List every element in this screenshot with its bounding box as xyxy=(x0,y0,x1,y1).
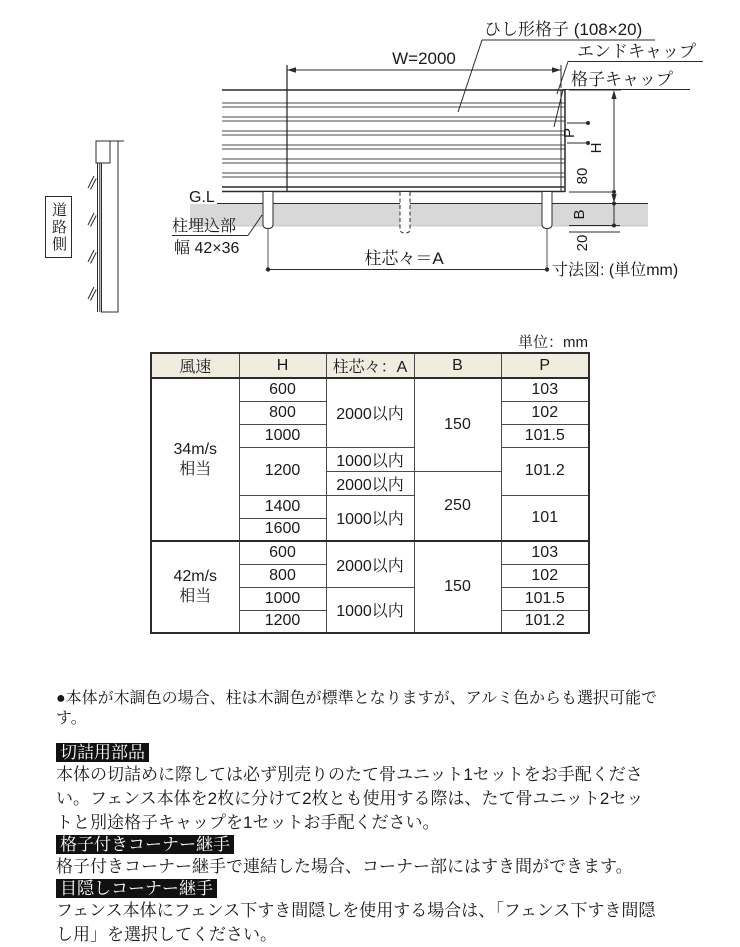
note-badge: 切詰用部品 xyxy=(56,743,149,762)
cell-p: 103 xyxy=(501,541,589,564)
spec-table xyxy=(150,352,590,634)
col-header-b: B xyxy=(414,353,501,378)
post-left xyxy=(263,192,273,229)
louver-slat-marks xyxy=(88,176,96,301)
label-w-dim: W=2000 xyxy=(392,49,456,68)
label-dim-p: P xyxy=(561,127,578,139)
wind-speed-value: 42m/s xyxy=(173,568,218,585)
cell-p: 102 xyxy=(501,564,589,587)
cell-a: 2000以内 xyxy=(326,541,414,587)
cell-h: 800 xyxy=(239,401,326,424)
note-text: フェンス本体にフェンス下すき間隠しを使用する場合は、「フェンス下すき間隠し用」を選択してください。 xyxy=(56,901,656,944)
cell-p: 101 xyxy=(501,495,589,541)
cell-h: 800 xyxy=(239,564,326,587)
top-cap xyxy=(96,141,110,163)
cell-p: 103 xyxy=(501,378,589,401)
col-header-h: H xyxy=(239,353,326,378)
latticecap-leader xyxy=(554,90,690,128)
cell-h: 600 xyxy=(239,541,326,564)
cell-b: 150 xyxy=(414,378,501,471)
table-row xyxy=(151,378,589,401)
w-dimension xyxy=(287,67,561,72)
note-badge: 目隠しコーナー継手 xyxy=(56,879,217,898)
note-item-privacy-corner-joint xyxy=(56,879,660,947)
wind-speed-suffix: 相当 xyxy=(179,460,212,478)
note-item-lattice-corner-joint xyxy=(56,835,660,879)
cell-a: 1000以内 xyxy=(326,447,414,471)
cell-h: 600 xyxy=(239,378,326,401)
post-middle-hidden xyxy=(400,192,410,233)
note-badge: 格子付きコーナー継手 xyxy=(56,835,234,854)
label-dim-h: H xyxy=(588,142,605,154)
cell-h: 1200 xyxy=(239,447,326,495)
notes-section xyxy=(56,689,660,947)
cell-p: 101.2 xyxy=(501,447,589,495)
label-lattice-cap: 格子キャップ xyxy=(571,70,673,89)
cell-wind-speed-34 xyxy=(151,378,239,541)
cell-h: 1200 xyxy=(239,610,326,633)
table-row xyxy=(151,541,589,564)
label-post-pitch: 柱芯々＝A xyxy=(364,249,444,268)
cell-p: 101.5 xyxy=(501,587,589,610)
note-text: 格子付きコーナー継手で連結した場合、コーナー部にはすき間ができます。 xyxy=(56,857,633,876)
header-row xyxy=(151,353,589,378)
col-header-wind: 風速 xyxy=(151,353,239,378)
label-dim-80: 80 xyxy=(574,167,591,185)
note-text: 本体の切詰めに際しては必ず別売りのたて骨ユニット1セットをお手配ください。フェンス本体を2枚に分けて2枚とも使用する際は、たて骨ユニット2セットと別途格子キャップを1セットお手配ください。 xyxy=(56,765,644,832)
col-header-a: 柱芯々：A xyxy=(326,353,414,378)
cell-p: 101.2 xyxy=(501,610,589,633)
cell-a: 1000以内 xyxy=(326,587,414,633)
cell-b: 250 xyxy=(414,471,501,541)
fence-elevation xyxy=(222,65,565,192)
road-side-label: 道路側 xyxy=(45,196,72,258)
cell-h: 1000 xyxy=(239,424,326,447)
label-lattice: ひし形格子 (108×20) xyxy=(484,20,643,39)
cell-h: 1400 xyxy=(239,495,326,518)
label-dim-20: 20 xyxy=(574,234,591,252)
cell-a: 1000以内 xyxy=(326,495,414,541)
table-unit-label: 単位：mm xyxy=(518,334,588,351)
cell-h: 1000 xyxy=(239,587,326,610)
diagram-caption: 寸法図: (単位mm) xyxy=(552,262,679,279)
wind-speed-suffix: 相当 xyxy=(179,588,212,605)
label-post-embed: 柱埋込部 xyxy=(172,218,237,235)
cell-a: 2000以内 xyxy=(326,378,414,447)
cell-b: 150 xyxy=(414,541,501,633)
label-post-embed-size: 幅 42×36 xyxy=(174,240,240,257)
label-ground-line: G.L xyxy=(189,189,215,206)
note-item-cut-parts xyxy=(56,743,660,835)
cell-h: 1600 xyxy=(239,518,326,541)
fence-side-view xyxy=(88,141,124,312)
dimension-diagram xyxy=(0,0,740,345)
post-right xyxy=(542,192,552,229)
cell-a: 2000以内 xyxy=(326,471,414,495)
color-note: ●本体が木調色の場合、柱は木調色が標準となりますが、アルミ色からも選択可能です。 xyxy=(56,690,658,727)
label-end-cap: エンドキャップ xyxy=(577,42,696,61)
cell-wind-speed-42 xyxy=(151,541,239,633)
cell-p: 101.5 xyxy=(501,424,589,447)
spec-table-section xyxy=(150,331,588,634)
wind-speed-value: 34m/s xyxy=(173,440,218,458)
cell-p: 102 xyxy=(501,401,589,424)
label-dim-b: B xyxy=(571,209,588,220)
col-header-p: P xyxy=(501,353,589,378)
